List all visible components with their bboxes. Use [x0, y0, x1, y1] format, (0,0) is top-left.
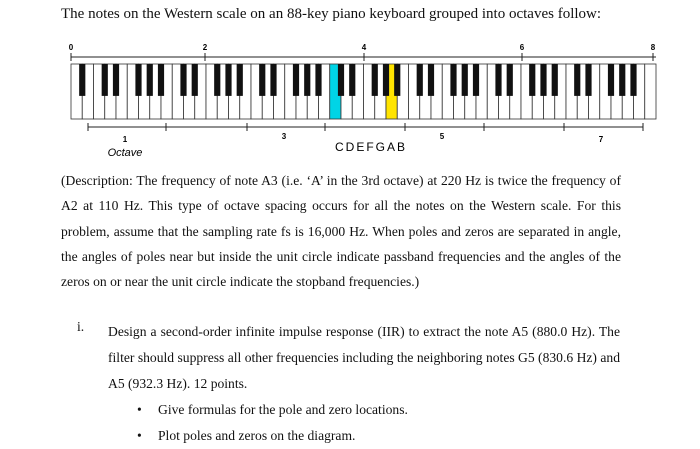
octave-number-7: 7 [598, 135, 604, 144]
bullet-marker: • [137, 402, 142, 417]
note-letters: CDEFGAB [334, 140, 408, 154]
top-number-6: 6 [519, 43, 525, 52]
black-key [349, 64, 355, 96]
bullet-marker: • [137, 428, 142, 443]
black-key [450, 64, 456, 96]
black-key [225, 64, 231, 96]
black-key [529, 64, 535, 96]
black-key [574, 64, 580, 96]
black-key [259, 64, 265, 96]
black-key [630, 64, 636, 96]
black-key [102, 64, 108, 96]
black-key [79, 64, 85, 96]
bullet-item: Give formulas for the pole and zero locations. [158, 402, 408, 417]
black-key [428, 64, 434, 96]
question-text: Design a second-order infinite impulse response (IIR) to extract the note A5 (880.0 Hz). The filter should suppress all other frequencies including the neighboring notes G5 (830.6 Hz) and A5 (932.3 Hz). 12 points. [108, 324, 620, 391]
black-key [473, 64, 479, 96]
black-key [495, 64, 501, 96]
top-number-0: 0 [68, 43, 74, 52]
black-key [417, 64, 423, 96]
top-number-8: 8 [650, 43, 656, 52]
black-key [608, 64, 614, 96]
top-number-4: 4 [361, 43, 367, 52]
octave-number-3: 3 [281, 132, 287, 141]
octave-label: Octave [107, 147, 143, 159]
white-key [645, 64, 656, 119]
piano-keyboard-diagram [0, 0, 700, 170]
black-key [338, 64, 344, 96]
black-key [462, 64, 468, 96]
black-key [304, 64, 310, 96]
black-key [293, 64, 299, 96]
black-key [113, 64, 119, 96]
black-key [619, 64, 625, 96]
black-key [372, 64, 378, 96]
black-key [214, 64, 220, 96]
black-key [540, 64, 546, 96]
black-key [507, 64, 513, 96]
black-key [192, 64, 198, 96]
black-key [315, 64, 321, 96]
bullet-item: Plot poles and zeros on the diagram. [158, 428, 356, 443]
black-key [180, 64, 186, 96]
octave-number-1: 1 [122, 135, 128, 144]
top-ruler [71, 53, 656, 61]
top-number-2: 2 [202, 43, 208, 52]
black-key [585, 64, 591, 96]
black-key [394, 64, 400, 96]
description-paragraph: (Description: The frequency of note A3 (i.e. ‘A’ in the 3rd octave) at 220 Hz is twice the frequency of A2 at 110 Hz. This type of octave spacing occurs for all the notes on the Western scale. For this problem, assume that the sampling rate fs is 16,000 Hz. When poles and zeros are separated in angle, the angles of poles near but inside the unit circle indicate passband frequencies and the angles of the zeros on or near the unit circle indicate the stopband frequencies.) [61, 173, 621, 290]
black-key [135, 64, 141, 96]
octave-number-5: 5 [439, 132, 445, 141]
black-key [383, 64, 389, 96]
intro-sentence: The notes on the Western scale on an 88-key piano keyboard grouped into octaves follow: [61, 6, 602, 22]
black-key [147, 64, 153, 96]
black-key [270, 64, 276, 96]
black-key [237, 64, 243, 96]
black-key [552, 64, 558, 96]
black-key [158, 64, 164, 96]
bottom-ruler [88, 123, 643, 131]
question-number: i. [77, 319, 85, 334]
